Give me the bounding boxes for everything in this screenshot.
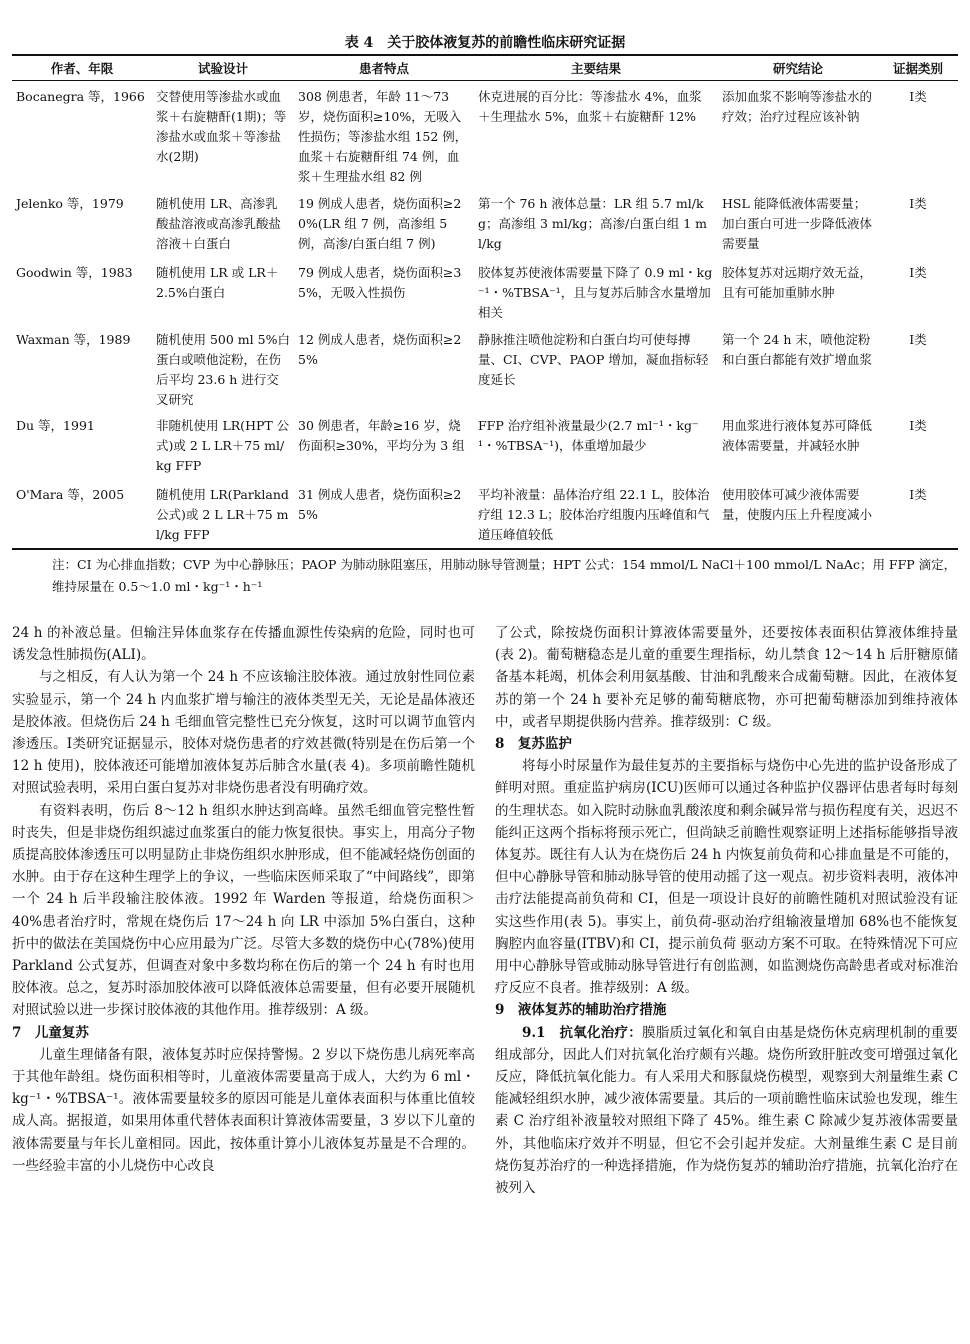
cell-conclusion: 用血浆进行液体复苏可降低液体需要量，并减轻水肿 [722, 417, 873, 453]
cell-patients: 19 例成人患者，烧伤面积≥20%(LR 组 7 例，高渗组 5 例，高渗/白蛋白组 7 例) [298, 195, 462, 251]
cell-evidence: Ⅰ类 [909, 331, 927, 347]
header-evidence: 证据类别 [892, 61, 943, 76]
table-row [12, 81, 958, 188]
cell-evidence: Ⅰ类 [909, 417, 927, 433]
section-heading-8: 8 复苏监护 [495, 736, 572, 753]
cell-patients: 31 例成人患者，烧伤面积≥25% [298, 486, 462, 522]
header-conclusion: 研究结论 [772, 61, 823, 76]
paragraph: 将每小时尿量作为最佳复苏的主要指标与烧伤中心先进的监护设备形成了鲜明对照。重症监护病房(ICU)医师可以通过各种监护仪器评估患者每时每刻的生理状态。如入院时动脉血乳酸浓度和剩余碱异常与损伤程度有关，迟迟不能纠正这两个指标将预示死亡，但尚缺乏前瞻性观察证明上述指标能够指导液体复苏。既往有人认为在烧伤后 24 h 内恢复前负荷和心排血量是不可能的，但中心静脉导管和肺动脉导管的使用动摇了这一观点。初步资料表明，液体冲击疗法能提高前负荷和 CI，但是一项设计良好的前瞻性随机对照试验没有证实这些作用(表 5)。事实上，前负荷-驱动治疗组输液量增加 68%也不能恢复胸腔内血容量(ITBV)和 CI，提示前负荷 驱动方案不可取。在特殊情况下可应用中心静脉导管或肺动脉导管进行有创监测，如监测烧伤高龄患者或对标准治疗反应不良者。推荐级别：A 级。 [495, 758, 958, 997]
cell-author: Jelenko 等，1979 [16, 195, 124, 211]
table-note: 注：CI 为心排血指数；CVP 为中心静脉压；PAOP 为肺动脉阻塞压，用肺动脉导管测量；HPT 公式：154 mmol/L NaCl＋100 mmol/L NaAc；用 FFP 滴定，维持尿量在 0.5～1.0 ml・kg⁻¹・h⁻¹ [52, 556, 957, 594]
cell-evidence: Ⅰ类 [909, 89, 927, 104]
cell-results: 第一个 76 h 液体总量：LR 组 5.7 ml/kg；高渗组 3 ml/kg；高渗/白蛋白组 1 ml/kg [478, 195, 708, 251]
table-row [12, 324, 958, 410]
cell-conclusion: 添加血浆不影响等渗盐水的疗效；治疗过程应该补钠 [722, 89, 873, 124]
paragraph: 了公式，除按烧伤面积计算液体需要量外，还要按体表面积估算液体维持量(表 2)。葡萄糖稳态是儿童的重要生理指标，幼儿禁食 12～14 h 后肝糖原储备基本耗竭，机体会利用氨基酸、甘油和乳酸来合成葡萄糖。因此，在液体复苏的第一个 24 h 要补充足够的葡萄糖底物，亦可把葡萄糖添加到维持液体中，或者早期提供肠内营养。推荐级别：C 级。 [495, 625, 958, 730]
cell-design: 非随机使用 LR(HPT 公式)或 2 L LR＋75 ml/kg FFP [156, 417, 290, 473]
cell-results: FFP 治疗组补液量最少(2.7 ml⁻¹・kg⁻¹・%TBSA⁻¹)，体重增加最少 [478, 417, 699, 453]
right-column [495, 622, 958, 1199]
paragraph: 24 h 的补液总量。但输注异体血浆存在传播血源性传染病的危险，同时也可诱发急性肺损伤(ALI)。 [12, 625, 475, 664]
cell-patients: 30 例患者，年龄≥16 岁，烧伤面积≥30%，平均分为 3 组 [298, 417, 465, 453]
cell-conclusion: HSL 能降低液体需要量；加白蛋白可进一步降低液体需要量 [722, 195, 873, 251]
cell-patients: 79 例成人患者，烧伤面积≥35%，无吸入性损伤 [298, 264, 462, 300]
table-header-row [12, 55, 958, 81]
cell-results: 静脉推注喷他淀粉和白蛋白均可使每搏量、CI、CVP、PAOP 增加，凝血指标轻度延长 [478, 331, 709, 387]
table-row [12, 257, 958, 324]
header-results: 主要结果 [570, 61, 621, 76]
cell-author: O'Mara 等，2005 [16, 486, 125, 502]
cell-design: 随机使用 LR、高渗乳酸盐溶液或高渗乳酸盐溶液＋白蛋白 [156, 195, 282, 251]
section-heading-7: 7 儿童复苏 [12, 1024, 89, 1041]
cell-evidence: Ⅰ类 [909, 264, 927, 280]
cell-evidence: Ⅰ类 [909, 195, 927, 211]
header-design: 试验设计 [197, 61, 248, 76]
cell-design: 随机使用 LR(Parkland 公式)或 2 L LR＋75 ml/kg FFP [156, 486, 289, 542]
cell-author: Goodwin 等，1983 [16, 264, 133, 280]
cell-author: Bocanegra 等，1966 [16, 89, 145, 104]
evidence-table [12, 54, 958, 550]
cell-conclusion: 使用胶体可减少液体需要量，使腹内压上升程度减小 [722, 486, 873, 522]
cell-author: Waxman 等，1989 [16, 331, 131, 347]
cell-design: 随机使用 500 ml 5%白蛋白或喷他淀粉，在伤后平均 23.6 h 进行交叉研究 [156, 331, 290, 407]
cell-design: 随机使用 LR 或 LR＋2.5%白蛋白 [156, 264, 279, 300]
subsection-heading-9-1: 9.1 抗氧化治疗： [522, 1024, 642, 1041]
paragraph: 儿童生理储备有限，液体复苏时应保持警惕。2 岁以下烧伤患儿病死率高于其他年龄组。烧伤面积相等时，儿童液体需要量高于成人，大约为 6 ml・kg⁻¹・%TBSA⁻¹。液体需要量较多的原因可能是儿童体表面积与体重比值较成人高。据报道，如果用体重代替体表面积计算液体需要量，3 岁以下儿童的液体需要量与年长儿童相同。因此，按体重计算小儿液体复苏量是不合理的。一些经验丰富的小儿烧伤中心改良 [12, 1046, 475, 1174]
table-section [12, 0, 958, 598]
body-text [12, 622, 958, 1199]
table-row [12, 479, 958, 549]
header-author: 作者、年限 [50, 61, 114, 76]
left-column [12, 622, 475, 1199]
paragraph [495, 1022, 958, 1200]
cell-conclusion: 第一个 24 h 末，喷他淀粉和白蛋白都能有效扩增血浆 [722, 331, 873, 367]
paragraph: 有资料表明，伤后 8～12 h 组织水肿达到高峰。虽然毛细血管完整性暂时丧失，但是非烧伤组织滤过血浆蛋白的能力恢复很快。事实上，用高分子物质提高胶体渗透压可以明显防止非烧伤组织水肿形成，但不能减轻烧伤创面的水肿。由于存在这种生理学上的争议，一些临床医师采取了“中间路线”，即第一个 24 h 后半段输注胶体液。1992 年 Warden 等报道，给烧伤面积＞40%患者治疗时，常规在烧伤后 17～24 h 向 LR 中添加 5%白蛋白，这种折中的做法在美国烧伤中心应用最为广泛。尽管大多数的烧伤中心(78%)使用 Parkland 公式复苏，但调查对象中多数均称在伤后的第一个 24 h 有时也用胶体液。总之，复苏时添加胶体液可以降低液体总需要量，但有必要开展随机对照试验以进一步探讨胶体液的其他作用。推荐级别：A 级。 [12, 802, 475, 1019]
cell-author: Du 等，1991 [16, 417, 95, 433]
cell-evidence: Ⅰ类 [909, 486, 927, 502]
cell-design: 交替使用等渗盐水或血浆＋右旋糖酐(1期)；等渗盐水或血浆＋等渗盐水(2期) [156, 89, 287, 164]
paragraph: 与之相反，有人认为第一个 24 h 不应该输注胶体液。通过放射性同位素实验显示，第一个 24 h 内血浆扩增与输注的液体类型无关，无论是晶体液还是胶体液。但烧伤后 24 h 毛细血管完整性已充分恢复，这时可以调节血管内渗透压。Ⅰ类研究证据显示，胶体对烧伤患者的疗效甚微(特别是在伤后第一个 12 h 使用)，胶体液还可能增加液体复苏后肺含水量(表 4)。多项前瞻性随机对照试验表明，采用白蛋白复苏对非烧伤患者没有明确疗效。 [12, 669, 475, 797]
table-row [12, 188, 958, 257]
cell-patients: 308 例患者，年龄 11～73 岁，烧伤面积≥10%，无吸入性损伤；等渗盐水组 152 例，血浆＋右旋糖酐组 74 例，血浆＋生理盐水组 82 例 [298, 89, 468, 184]
cell-results: 平均补液量：晶体治疗组 22.1 L，胶体治疗组 12.3 L；胶体治疗组腹内压峰值和气道压峰值较低 [478, 486, 710, 542]
table-title: 表 4 关于胶体液复苏的前瞻性临床研究证据 [344, 35, 626, 51]
cell-results: 胶体复苏使液体需要量下降了 0.9 ml・kg⁻¹・%TBSA⁻¹，且与复苏后肺含水量增加相关 [478, 264, 713, 320]
cell-conclusion: 胶体复苏对远期疗效无益，且有可能加重肺水肿 [722, 264, 873, 300]
header-patients: 患者特点 [358, 61, 409, 76]
cell-patients: 12 例成人患者，烧伤面积≥25% [298, 331, 462, 367]
section-heading-9: 9 液体复苏的辅助治疗措施 [495, 1002, 667, 1019]
table-row [12, 410, 958, 479]
cell-results: 休克进展的百分比：等渗盐水 4%，血浆＋生理盐水 5%，血浆＋右旋糖酐 12% [478, 89, 702, 124]
paragraph-text: 膜脂质过氧化和氧自由基是烧伤休克病理机制的重要组成部分，因此人们对抗氧化治疗颇有兴趣。烧伤所致肝脏改变可增强过氧化反应，降低抗氧化能力。有人采用犬和豚鼠烧伤模型，观察到大剂量维生素 C 能减轻组织水肿，减少液体需要量。其后的一项前瞻性临床试验也发现，维生素 C 治疗组补液量较对照组下降了 45%。维生素 C 除减少复苏液体需要量外，其他临床疗效并不明显，但它不会引起并发症。大剂量维生素 C 是目前烧伤复苏治疗的一种选择措施，作为烧伤复苏的辅助治疗措施，抗氧化治疗在被列入 [495, 1024, 958, 1197]
